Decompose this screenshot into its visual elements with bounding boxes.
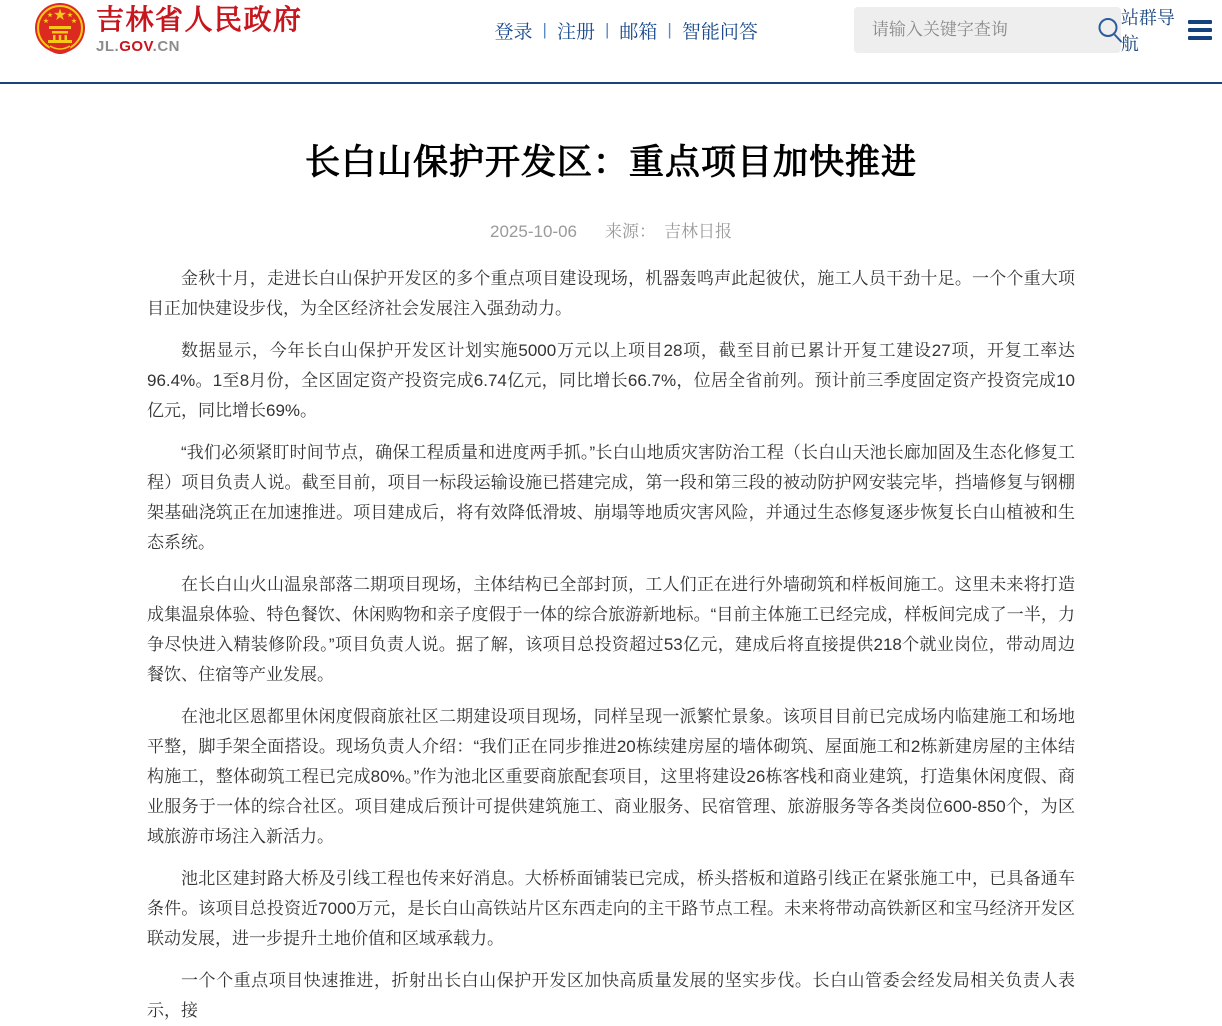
article-paragraph: 一个个重点项目快速推进，折射出长白山保护开发区加快高质量发展的坚实步伐。长白山管委会经发局相关负责人表示，接 — [147, 970, 1075, 1020]
article-meta — [147, 217, 1075, 242]
nav-separator: | — [667, 20, 672, 39]
site-group-nav-label: 站群导航 — [1120, 8, 1175, 54]
nav-link-mail[interactable]: 邮箱 — [619, 21, 658, 43]
domain-cn: .CN — [152, 38, 180, 56]
article-body — [147, 264, 1075, 1026]
nav-link-login[interactable]: 登录 — [494, 21, 533, 43]
national-emblem-icon — [33, 2, 87, 59]
svg-text:★: ★ — [53, 6, 67, 22]
hamburger-menu-icon[interactable] — [1188, 18, 1212, 42]
nav-separator: | — [542, 20, 547, 39]
article-title: 长白山保护开发区：重点项目加快推进 — [304, 143, 917, 182]
svg-text:★: ★ — [70, 18, 78, 25]
nav-link-register[interactable]: 注册 — [556, 21, 595, 43]
article-source-name: 吉林日报 — [663, 221, 732, 241]
header-nav-links — [485, 17, 768, 44]
logo-text — [96, 5, 303, 56]
site-group-nav[interactable] — [1121, 4, 1212, 56]
article-paragraph: “我们必须紧盯时间节点，确保工程质量和进度两手抓。”长白山地质灾害防治工程（长白山天池长廊加固及生态化修复工程）项目负责人说。截至目前，项目一标段运输设施已搭建完成，第一段和第三段的被动防护网安装完毕，挡墙修复与钢棚架基础浇筑正在加速推进。项目建成后，将有效降低滑坡、崩塌等地质灾害风险，并通过生态修复逐步恢复长白山植被和生态系统。 — [147, 442, 1075, 552]
article-paragraph: 数据显示，今年长白山保护开发区计划实施5000万元以上项目28项，截至目前已累计开复工建设27项，开复工率达96.4%。1至8月份，全区固定资产投资完成6.74亿元，同比增长66.7%，位居全省前列。预计前三季度固定资产投资完成10亿元，同比增长69%。 — [147, 340, 1075, 420]
site-domain — [96, 38, 303, 55]
search-box — [854, 7, 1121, 53]
search-input[interactable] — [870, 19, 1095, 41]
domain-gov: GOV — [119, 38, 153, 56]
article-paragraph: 池北区建封路大桥及引线工程也传来好消息。大桥桥面铺装已完成，桥头搭板和道路引线正在紧张施工中，已具备通车条件。该项目总投资近7000万元，是长白山高铁站片区东西走向的主干路节点工程。未来将带动高铁新区和宝马经济开发区联动发展，进一步提升土地价值和区域承载力。 — [147, 868, 1075, 948]
svg-text:★: ★ — [46, 12, 54, 19]
site-name: 吉林省人民政府 — [96, 3, 303, 35]
site-logo[interactable] — [33, 2, 303, 59]
article — [147, 141, 1075, 1026]
svg-text:★: ★ — [66, 12, 74, 19]
site-header — [0, 0, 1222, 84]
article-paragraph: 在长白山火山温泉部落二期项目现场，主体结构已全部封顶，工人们正在进行外墙砌筑和样板间施工。这里未来将打造成集温泉体验、特色餐饮、休闲购物和亲子度假于一体的综合旅游新地标。“目前主体施工已经完成，样板间完成了一半，力争尽快进入精装修阶段。”项目负责人说。据了解，该项目总投资超过53亿元，建成后将直接提供218个就业岗位，带动周边餐饮、住宿等产业发展。 — [147, 574, 1075, 684]
article-paragraph: 在池北区恩都里休闲度假商旅社区二期建设项目现场，同样呈现一派繁忙景象。该项目目前已完成场内临建施工和场地平整，脚手架全面搭设。现场负责人介绍：“我们正在同步推进20栋续建房屋的墙体砌筑、屋面施工和2栋新建房屋的主体结构施工，整体砌筑工程已完成80%。”作为池北区重要商旅配套项目，这里将建设26栋客栈和商业建筑，打造集休闲度假、商业服务于一体的综合社区。项目建成后预计可提供建筑施工、商业服务、民宿管理、旅游服务等各类岗位600-850个，为区域旅游市场注入新活力。 — [147, 706, 1075, 846]
domain-jl: JL. — [96, 38, 120, 56]
article-paragraph: 金秋十月，走进长白山保护开发区的多个重点项目建设现场，机器轰鸣声此起彼伏，施工人员干劲十足。一个个重大项目正加快建设步伐，为全区经济社会发展注入强劲动力。 — [147, 268, 1075, 318]
nav-separator: | — [604, 20, 610, 39]
article-source-label: 来源： — [604, 221, 656, 241]
article-date: 2025-10-06 — [490, 221, 577, 241]
nav-link-smart-qa[interactable]: 智能问答 — [681, 21, 758, 43]
svg-text:★: ★ — [42, 18, 50, 25]
